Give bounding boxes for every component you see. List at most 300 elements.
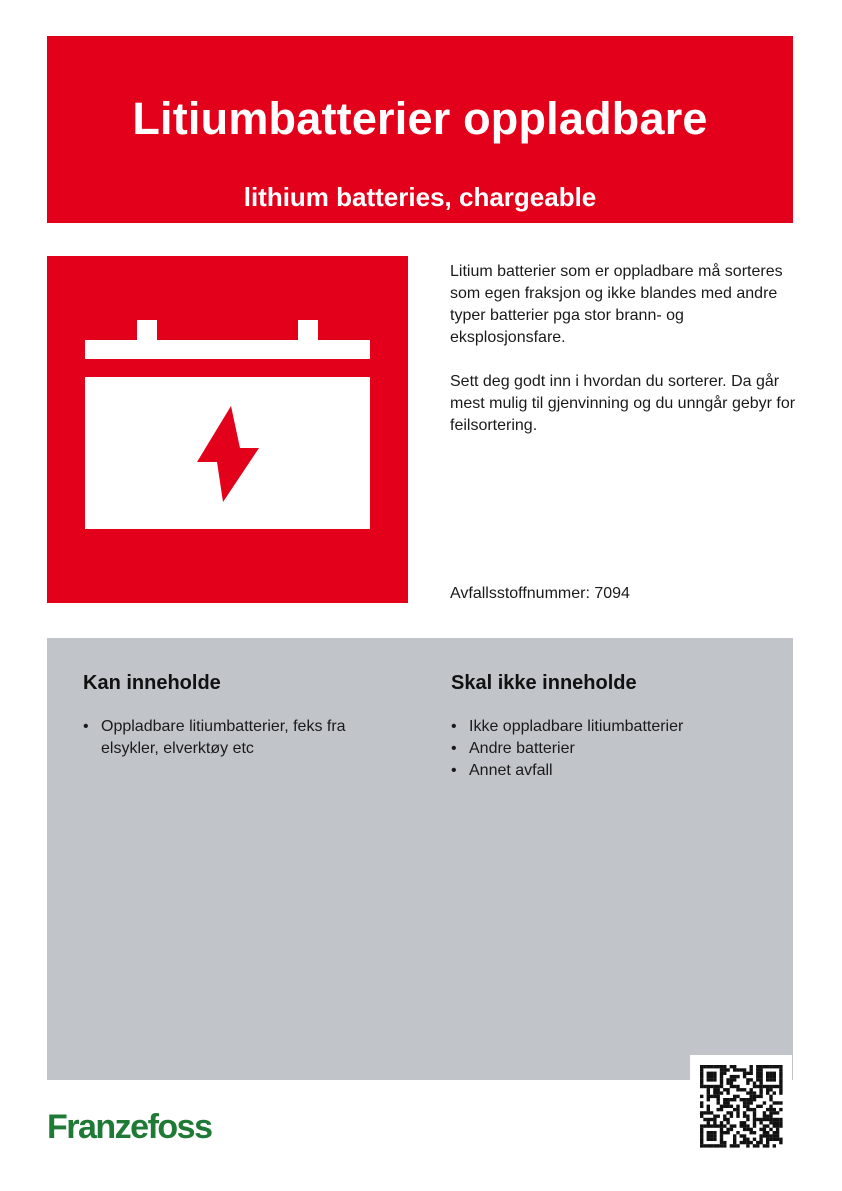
qr-module: [766, 1131, 769, 1134]
qr-module: [713, 1134, 716, 1137]
qr-module: [753, 1144, 756, 1147]
qr-module: [700, 1128, 703, 1131]
qr-module: [766, 1115, 769, 1118]
qr-module: [720, 1121, 723, 1124]
qr-module: [750, 1108, 753, 1111]
qr-module: [779, 1078, 782, 1081]
qr-module: [707, 1091, 710, 1094]
qr-module: [723, 1105, 726, 1108]
qr-module: [710, 1111, 713, 1114]
qr-module: [743, 1072, 746, 1075]
qr-module: [710, 1078, 713, 1081]
qr-module: [710, 1131, 713, 1134]
qr-module: [720, 1068, 723, 1071]
qr-module: [703, 1118, 706, 1121]
qr-module: [707, 1118, 710, 1121]
qr-module: [720, 1065, 723, 1068]
qr-module: [763, 1128, 766, 1131]
qr-module: [736, 1144, 739, 1147]
qr-module: [726, 1082, 729, 1085]
qr-module: [759, 1075, 762, 1078]
qr-module: [759, 1091, 762, 1094]
qr-module: [720, 1072, 723, 1075]
qr-module: [733, 1085, 736, 1088]
qr-module: [743, 1101, 746, 1104]
qr-module: [723, 1131, 726, 1134]
qr-module: [773, 1138, 776, 1141]
qr-module: [723, 1141, 726, 1144]
qr-module: [726, 1098, 729, 1101]
qr-module: [743, 1121, 746, 1124]
qr-module: [769, 1072, 772, 1075]
can-contain-heading: Kan inneholde: [83, 672, 221, 694]
qr-module: [759, 1085, 762, 1088]
qr-module: [766, 1138, 769, 1141]
qr-module: [766, 1072, 769, 1075]
qr-module: [736, 1115, 739, 1118]
qr-module: [776, 1118, 779, 1121]
qr-module: [730, 1115, 733, 1118]
page-subtitle: lithium batteries, chargeable: [243, 182, 597, 212]
qr-module: [759, 1088, 762, 1091]
qr-module: [700, 1065, 703, 1068]
qr-module: [713, 1138, 716, 1141]
battery-terminal-right: [298, 320, 318, 342]
qr-module: [779, 1124, 782, 1127]
qr-module: [740, 1141, 743, 1144]
qr-module: [746, 1141, 749, 1144]
qr-module: [707, 1105, 710, 1108]
qr-module: [733, 1095, 736, 1098]
qr-module: [733, 1134, 736, 1137]
qr-module: [700, 1138, 703, 1141]
qr-module: [726, 1105, 729, 1108]
qr-module: [726, 1128, 729, 1131]
qr-module: [710, 1118, 713, 1121]
qr-module: [723, 1068, 726, 1071]
qr-module: [720, 1141, 723, 1144]
qr-module: [763, 1134, 766, 1137]
qr-module: [717, 1065, 720, 1068]
qr-module: [717, 1095, 720, 1098]
qr-module: [763, 1144, 766, 1147]
qr-module: [759, 1095, 762, 1098]
qr-module: [726, 1121, 729, 1124]
qr-module: [750, 1128, 753, 1131]
qr-module: [717, 1101, 720, 1104]
qr-module: [700, 1075, 703, 1078]
qr-module: [740, 1098, 743, 1101]
qr-module: [743, 1105, 746, 1108]
qr-module: [736, 1108, 739, 1111]
qr-module: [730, 1085, 733, 1088]
qr-module: [720, 1105, 723, 1108]
qr-module: [779, 1065, 782, 1068]
qr-module: [730, 1111, 733, 1114]
qr-module: [763, 1085, 766, 1088]
qr-module: [700, 1085, 703, 1088]
qr-module: [723, 1115, 726, 1118]
qr-module: [759, 1082, 762, 1085]
qr-module: [753, 1082, 756, 1085]
qr-module: [776, 1128, 779, 1131]
qr-module: [743, 1111, 746, 1114]
qr-module: [733, 1138, 736, 1141]
qr-module: [746, 1091, 749, 1094]
must-not-contain-list: [451, 716, 771, 782]
qr-module: [733, 1098, 736, 1101]
qr-module: [750, 1098, 753, 1101]
qr-module: [707, 1065, 710, 1068]
qr-module: [779, 1085, 782, 1088]
qr-module: [769, 1085, 772, 1088]
brand-logo: Franzefoss: [47, 1108, 212, 1146]
qr-module: [703, 1111, 706, 1114]
qr-module: [746, 1115, 749, 1118]
qr-module: [710, 1085, 713, 1088]
qr-module: [723, 1124, 726, 1127]
battery-lid: [85, 340, 370, 359]
qr-module: [759, 1138, 762, 1141]
qr-module: [759, 1105, 762, 1108]
qr-module: [766, 1065, 769, 1068]
qr-module: [766, 1108, 769, 1111]
qr-module: [733, 1144, 736, 1147]
qr-module: [769, 1098, 772, 1101]
qr-module: [740, 1124, 743, 1127]
qr-module: [720, 1078, 723, 1081]
qr-module: [730, 1075, 733, 1078]
qr-module: [776, 1121, 779, 1124]
list-item: • Annet avfall: [451, 760, 771, 782]
qr-module: [750, 1078, 753, 1081]
qr-module: [707, 1072, 710, 1075]
qr-module: [753, 1124, 756, 1127]
qr-module: [756, 1095, 759, 1098]
qr-module: [759, 1072, 762, 1075]
description: [450, 261, 798, 459]
qr-module: [713, 1091, 716, 1094]
qr-module: [700, 1082, 703, 1085]
qr-module: [779, 1082, 782, 1085]
qr-module: [773, 1118, 776, 1121]
qr-module: [720, 1124, 723, 1127]
qr-module: [723, 1065, 726, 1068]
qr-module: [730, 1105, 733, 1108]
qr-module: [733, 1141, 736, 1144]
qr-module: [779, 1138, 782, 1141]
qr-module: [759, 1134, 762, 1137]
qr-module: [763, 1101, 766, 1104]
qr-module: [720, 1131, 723, 1134]
qr-module: [713, 1075, 716, 1078]
qr-module: [769, 1065, 772, 1068]
qr-module: [720, 1075, 723, 1078]
qr-module: [743, 1098, 746, 1101]
qr-module: [779, 1088, 782, 1091]
qr-module: [773, 1144, 776, 1147]
qr-module: [723, 1088, 726, 1091]
qr-module: [713, 1095, 716, 1098]
qr-module: [746, 1108, 749, 1111]
qr-module: [779, 1075, 782, 1078]
header-banner: [47, 36, 793, 223]
qr-module: [776, 1065, 779, 1068]
qr-module: [756, 1118, 759, 1121]
qr-code-graphic: [690, 1055, 792, 1157]
qr-module: [753, 1118, 756, 1121]
qr-module: [733, 1068, 736, 1071]
qr-module: [763, 1065, 766, 1068]
qr-module: [713, 1078, 716, 1081]
qr-module: [779, 1141, 782, 1144]
qr-module: [743, 1134, 746, 1137]
qr-module: [769, 1128, 772, 1131]
battery-icon-box: [47, 256, 408, 603]
qr-module: [759, 1118, 762, 1121]
qr-module: [769, 1108, 772, 1111]
qr-module: [703, 1065, 706, 1068]
qr-module: [743, 1141, 746, 1144]
qr-module: [743, 1124, 746, 1127]
qr-module: [753, 1138, 756, 1141]
description-paragraph-2: Sett deg godt inn i hvordan du sorterer. Da går mest mulig til gjenvinning og du unngår gebyr for feilsortering.: [450, 373, 796, 434]
list-item: • Andre batterier: [451, 738, 771, 760]
qr-module: [726, 1088, 729, 1091]
qr-module: [723, 1098, 726, 1101]
qr-module: [746, 1078, 749, 1081]
qr-module: [769, 1078, 772, 1081]
qr-module: [707, 1085, 710, 1088]
qr-module: [750, 1141, 753, 1144]
qr-module: [769, 1111, 772, 1114]
qr-module: [700, 1101, 703, 1104]
list-item: • Ikke oppladbare litiumbatterier: [451, 716, 771, 738]
qr-module: [707, 1098, 710, 1101]
qr-module: [743, 1088, 746, 1091]
qr-module: [736, 1075, 739, 1078]
qr-module: [740, 1088, 743, 1091]
qr-module: [730, 1098, 733, 1101]
qr-module: [773, 1121, 776, 1124]
qr-module: [753, 1131, 756, 1134]
qr-module: [759, 1065, 762, 1068]
qr-module: [773, 1075, 776, 1078]
qr-module: [720, 1128, 723, 1131]
qr-module: [759, 1078, 762, 1081]
qr-module: [710, 1095, 713, 1098]
qr-module: [776, 1101, 779, 1104]
qr-module: [776, 1111, 779, 1114]
qr-module: [756, 1072, 759, 1075]
qr-module: [726, 1118, 729, 1121]
list-item: • Oppladbare litiumbatterier, feks fra elsykler, elverktøy etc: [83, 718, 346, 757]
qr-module: [753, 1121, 756, 1124]
qr-module: [717, 1108, 720, 1111]
qr-module: [766, 1088, 769, 1091]
qr-module: [717, 1144, 720, 1147]
qr-module: [753, 1098, 756, 1101]
qr-module: [769, 1105, 772, 1108]
qr-module: [700, 1111, 703, 1114]
battery-terminal-left: [137, 320, 157, 342]
qr-module: [700, 1141, 703, 1144]
qr-module: [700, 1078, 703, 1081]
can-contain-list: [83, 716, 403, 760]
must-not-contain-column: [451, 670, 771, 782]
qr-module: [707, 1075, 710, 1078]
qr-module: [773, 1091, 776, 1094]
qr-module: [700, 1068, 703, 1071]
qr-module: [717, 1098, 720, 1101]
qr-module: [736, 1088, 739, 1091]
qr-module: [766, 1118, 769, 1121]
qr-module: [756, 1075, 759, 1078]
qr-module: [713, 1115, 716, 1118]
bullet-icon: •: [83, 718, 89, 735]
qr-module: [700, 1115, 703, 1118]
qr-module: [720, 1144, 723, 1147]
qr-module: [750, 1091, 753, 1094]
qr-module: [717, 1091, 720, 1094]
qr-module: [710, 1075, 713, 1078]
qr-module: [707, 1111, 710, 1114]
can-contain-column: [83, 670, 403, 760]
qr-module: [736, 1111, 739, 1114]
qr-module: [746, 1124, 749, 1127]
must-not-contain-heading: Skal ikke inneholde: [451, 672, 637, 694]
qr-module: [723, 1118, 726, 1121]
qr-module: [753, 1091, 756, 1094]
qr-module: [756, 1141, 759, 1144]
qr-module: [713, 1144, 716, 1147]
qr-module: [713, 1131, 716, 1134]
qr-module: [779, 1068, 782, 1071]
qr-module: [713, 1118, 716, 1121]
qr-module: [773, 1108, 776, 1111]
qr-module: [756, 1068, 759, 1071]
qr-module: [720, 1082, 723, 1085]
qr-module: [766, 1085, 769, 1088]
qr-module: [766, 1091, 769, 1094]
qr-module: [766, 1144, 769, 1147]
qr-module: [700, 1095, 703, 1098]
qr-module: [746, 1138, 749, 1141]
qr-module: [746, 1118, 749, 1121]
qr-module: [707, 1124, 710, 1127]
qr-module: [733, 1108, 736, 1111]
qr-module: [779, 1118, 782, 1121]
qr-module: [773, 1065, 776, 1068]
qr-module: [723, 1144, 726, 1147]
battery-lightning-icon: [47, 256, 408, 603]
qr-module: [707, 1121, 710, 1124]
qr-module: [779, 1101, 782, 1104]
qr-module: [776, 1134, 779, 1137]
page-title: Litiumbatterier oppladbare: [132, 93, 708, 144]
qr-module: [726, 1091, 729, 1094]
qr-module: [779, 1072, 782, 1075]
qr-module: [753, 1095, 756, 1098]
qr-module: [713, 1085, 716, 1088]
qr-module: [756, 1065, 759, 1068]
qr-module: [703, 1085, 706, 1088]
qr-module: [700, 1072, 703, 1075]
qr-module: [733, 1075, 736, 1078]
qr-module: [736, 1105, 739, 1108]
qr-module: [717, 1115, 720, 1118]
qr-module: [726, 1101, 729, 1104]
bullet-icon: •: [451, 718, 457, 735]
qr-module: [773, 1085, 776, 1088]
qr-module: [766, 1078, 769, 1081]
qr-module: [713, 1065, 716, 1068]
qr-module: [756, 1105, 759, 1108]
qr-module: [700, 1105, 703, 1108]
qr-module: [763, 1115, 766, 1118]
qr-module: [766, 1134, 769, 1137]
qr-module: [769, 1134, 772, 1137]
qr-module: [779, 1091, 782, 1094]
qr-module: [720, 1091, 723, 1094]
qr-module: [750, 1131, 753, 1134]
qr-module: [720, 1108, 723, 1111]
qr-module: [726, 1068, 729, 1071]
qr-module: [700, 1131, 703, 1134]
qr-module: [753, 1115, 756, 1118]
qr-module: [707, 1138, 710, 1141]
qr-module: [740, 1134, 743, 1137]
qr-code-icon[interactable]: [690, 1055, 792, 1157]
qr-module: [766, 1075, 769, 1078]
qr-module: [746, 1128, 749, 1131]
qr-module: [776, 1085, 779, 1088]
qr-module: [707, 1134, 710, 1137]
qr-module: [726, 1078, 729, 1081]
qr-module: [779, 1108, 782, 1111]
qr-module: [756, 1078, 759, 1081]
qr-module: [769, 1095, 772, 1098]
qr-module: [746, 1144, 749, 1147]
qr-module: [703, 1144, 706, 1147]
qr-module: [766, 1124, 769, 1127]
qr-module: [707, 1108, 710, 1111]
qr-module: [710, 1138, 713, 1141]
qr-module: [723, 1072, 726, 1075]
qr-module: [743, 1075, 746, 1078]
qr-module: [713, 1072, 716, 1075]
qr-module: [759, 1141, 762, 1144]
qr-module: [746, 1082, 749, 1085]
qr-module: [700, 1144, 703, 1147]
qr-module: [743, 1068, 746, 1071]
qr-module: [730, 1128, 733, 1131]
qr-module: [763, 1118, 766, 1121]
qr-module: [717, 1124, 720, 1127]
qr-module: [763, 1111, 766, 1114]
qr-module: [733, 1078, 736, 1081]
bullet-icon: •: [451, 762, 457, 779]
qr-module: [756, 1144, 759, 1147]
bullet-icon: •: [451, 740, 457, 757]
qr-module: [736, 1131, 739, 1134]
qr-module: [710, 1144, 713, 1147]
qr-module: [769, 1088, 772, 1091]
qr-module: [730, 1065, 733, 1068]
qr-module: [713, 1121, 716, 1124]
qr-module: [746, 1101, 749, 1104]
qr-module: [707, 1144, 710, 1147]
